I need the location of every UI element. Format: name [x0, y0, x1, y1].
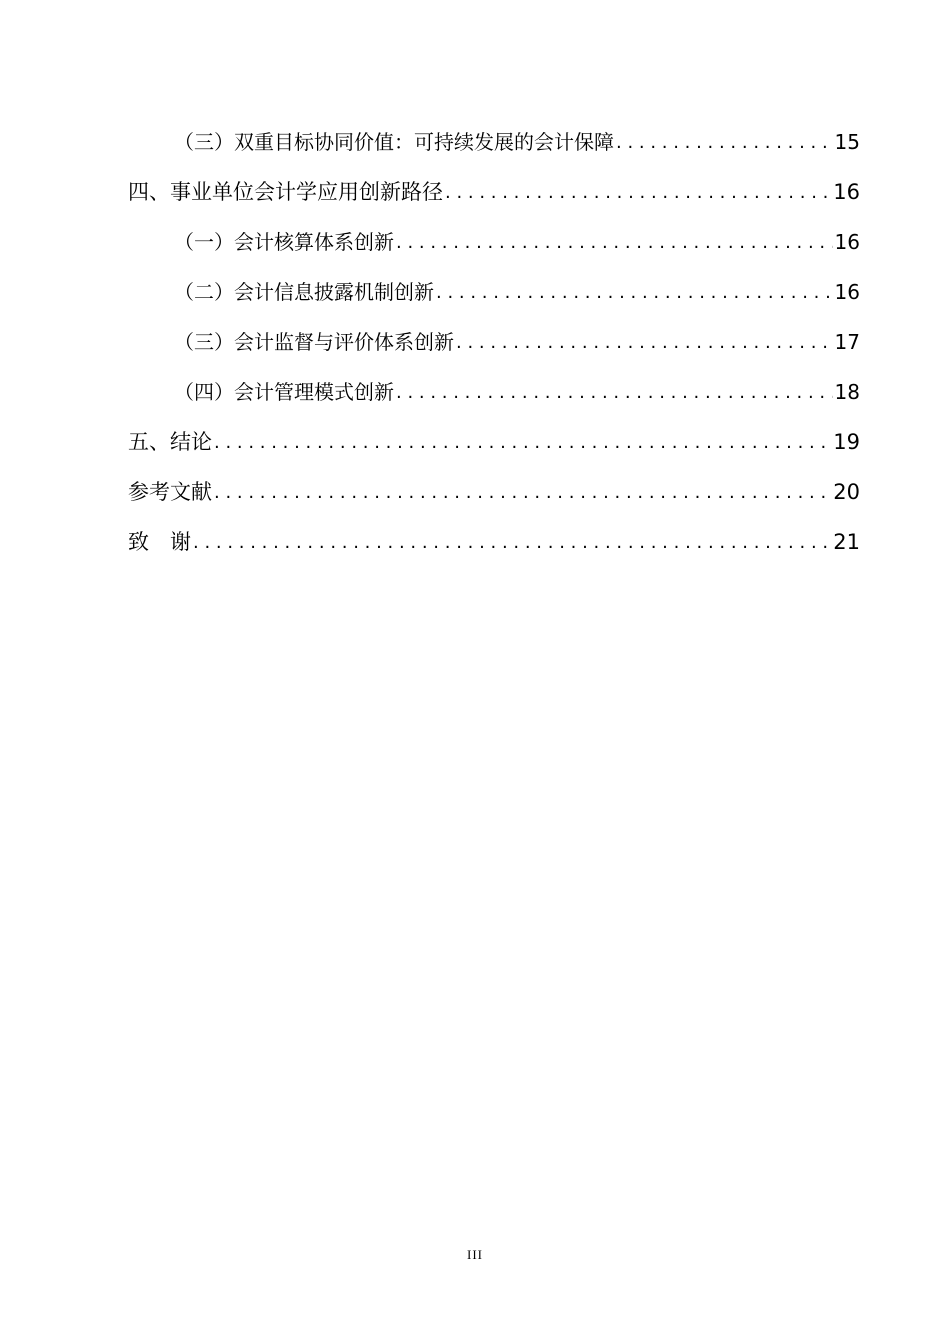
toc-entry-page: 19 — [833, 430, 860, 454]
toc-entry-page: 15 — [834, 130, 860, 154]
toc-entry-title: （三）双重目标协同价值：可持续发展的会计保障 — [174, 130, 614, 154]
toc-entry-title: 五、结论 — [128, 430, 212, 454]
toc-leader-dots — [445, 183, 831, 205]
toc-entry-title: （三）会计监督与评价体系创新 — [174, 330, 454, 354]
toc-entry-page: 16 — [833, 180, 860, 204]
toc-entry[interactable] — [128, 214, 860, 264]
toc-leader-dots — [616, 133, 833, 155]
toc-leader-dots — [436, 283, 833, 305]
toc-leader-dots — [214, 483, 831, 505]
toc-entry-title: （一）会计核算体系创新 — [174, 230, 394, 254]
toc-entry-title: 四、事业单位会计学应用创新路径 — [128, 180, 443, 204]
toc-entry-page: 21 — [833, 530, 860, 554]
toc-entry[interactable] — [128, 414, 860, 464]
toc-leader-dots — [396, 383, 833, 405]
toc-entry-page: 18 — [834, 380, 860, 404]
toc-entry[interactable] — [128, 364, 860, 414]
toc-entry-title: 致 谢 — [128, 530, 191, 554]
toc-entry-page: 16 — [834, 280, 860, 304]
toc-entry[interactable] — [128, 314, 860, 364]
toc-leader-dots — [456, 333, 833, 355]
toc-entry-title: （四）会计管理模式创新 — [174, 380, 394, 404]
toc-entry[interactable] — [128, 114, 860, 164]
toc-entry[interactable] — [128, 164, 860, 214]
toc-leader-dots — [214, 433, 831, 455]
toc-leader-dots — [193, 533, 831, 555]
toc-leader-dots — [396, 233, 833, 255]
toc-entry-title: 参考文献 — [128, 480, 212, 504]
page-number: III — [467, 1247, 483, 1262]
toc-entry-page: 20 — [833, 480, 860, 504]
toc-entry-title: （二）会计信息披露机制创新 — [174, 280, 434, 304]
table-of-contents — [128, 114, 860, 564]
toc-entry[interactable] — [128, 514, 860, 564]
toc-entry[interactable] — [128, 464, 860, 514]
toc-entry-page: 17 — [834, 330, 860, 354]
toc-entry[interactable] — [128, 264, 860, 314]
toc-entry-page: 16 — [834, 230, 860, 254]
